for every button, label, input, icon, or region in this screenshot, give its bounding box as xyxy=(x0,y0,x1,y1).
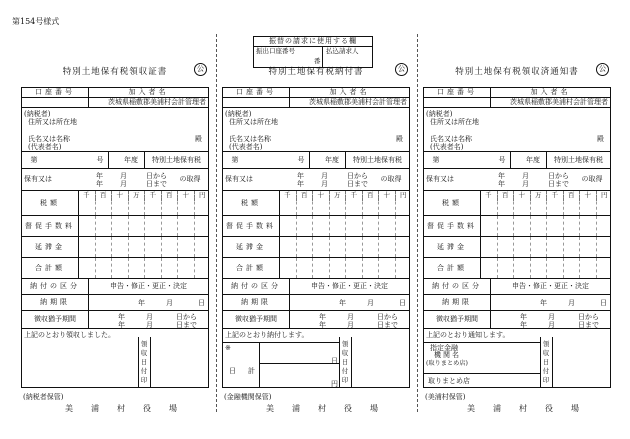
account-header-row xyxy=(223,88,409,98)
receipt-block xyxy=(22,329,208,387)
tax-amount-label: 税額 xyxy=(40,198,60,207)
number-row xyxy=(223,152,409,169)
grace-until: 日まで xyxy=(377,321,398,329)
digit-unit-1: 百 xyxy=(296,191,313,201)
taxpayer-row xyxy=(424,108,610,152)
digit-unit-2: 十 xyxy=(513,191,530,201)
stamp-char-3: 付 xyxy=(542,367,550,375)
pay-type-row xyxy=(22,279,208,295)
due-label: 納期限 xyxy=(442,298,472,307)
holding-year-2: 年 xyxy=(498,180,505,188)
sheet-title: 特別土地保有税領収証書 xyxy=(62,67,168,77)
holding-until: 日まで xyxy=(347,180,368,188)
fiscal-year-label: 年度 xyxy=(526,155,540,164)
grace-month-2: 月 xyxy=(347,321,354,329)
stamp-char-0: 領 xyxy=(140,340,148,348)
grace-row xyxy=(424,311,610,329)
detail-nichi: 日 xyxy=(331,357,338,365)
name-label: 氏名又は名称 xyxy=(229,135,271,143)
bank-branch-label: 取りまとめ店 xyxy=(428,377,470,385)
digit-unit-3: 万 xyxy=(530,191,547,201)
transfer-number-mark: 番 xyxy=(314,57,321,65)
reminder-fee-label-row xyxy=(223,216,409,237)
tax-name: 特別土地保有税 xyxy=(144,152,208,168)
rep-label: (代表者名) xyxy=(28,143,62,151)
tax-amount-label-row xyxy=(22,191,208,216)
total-label-row xyxy=(223,258,409,279)
sheet-title: 特別土地保有税納付書 xyxy=(268,67,364,77)
official-mark-icon: 公 xyxy=(596,63,609,76)
digit-unit-7: 円 xyxy=(395,191,412,201)
acquisition-label: の取得 xyxy=(581,175,603,184)
digit-unit-4: 千 xyxy=(345,191,362,201)
holding-from: 日から xyxy=(347,172,368,180)
digit-unit-4: 千 xyxy=(546,191,563,201)
stamp-char-3: 付 xyxy=(140,367,148,375)
perforation-line-1 xyxy=(216,34,217,412)
pay-type-label: 納付の区分 xyxy=(432,282,482,291)
detail-en: 円 xyxy=(331,380,338,388)
official-mark-icon: 公 xyxy=(395,63,408,76)
due-month: 月 xyxy=(367,299,374,307)
delinquency-label: 延滞金 xyxy=(35,242,65,251)
grace-year-1: 年 xyxy=(118,313,125,321)
transfer-claimant-label: 払込請求人 xyxy=(326,47,359,55)
grace-month-1: 月 xyxy=(146,313,153,321)
grace-month-1: 月 xyxy=(347,313,354,321)
stamp-char-4: 印 xyxy=(542,376,550,384)
reminder-fee-label-row xyxy=(22,216,208,237)
taxpayer-label: (納税者) xyxy=(426,110,453,118)
digit-unit-2: 十 xyxy=(312,191,329,201)
holding-label: 保有又は xyxy=(225,175,253,184)
delinquency-label-row xyxy=(424,237,610,258)
holding-row xyxy=(223,169,409,191)
stamp-label xyxy=(341,341,349,387)
subscriber-label: 加入者名 xyxy=(490,88,610,97)
holding-row xyxy=(424,169,610,191)
tax-name: 特別土地保有税 xyxy=(345,152,409,168)
taxpayer-label: (納税者) xyxy=(225,110,252,118)
official-mark-icon: 公 xyxy=(194,63,207,76)
grace-year-2: 年 xyxy=(520,321,527,329)
tax-amount-label: 税額 xyxy=(442,198,462,207)
keeper-label-payment: (金融機関保管) xyxy=(224,393,272,401)
receipt-text: 上記のとおり通知します。 xyxy=(426,331,510,339)
due-year: 年 xyxy=(138,299,145,307)
digit-unit-2: 十 xyxy=(111,191,128,201)
sheet-grid xyxy=(423,87,611,388)
num-label: 第 xyxy=(432,155,440,164)
grace-month-2: 月 xyxy=(548,321,555,329)
taxpayer-label: (納税者) xyxy=(24,110,51,118)
receipt-block xyxy=(223,329,409,387)
holding-label: 保有又は xyxy=(24,175,52,184)
due-row xyxy=(223,295,409,311)
address-label: 住所又は所在地 xyxy=(430,118,479,126)
grace-until: 日まで xyxy=(578,321,599,329)
due-month: 月 xyxy=(166,299,173,307)
sheet-title: 特別土地保有税領収済通知書 xyxy=(455,67,579,77)
stamp-label xyxy=(140,341,148,387)
subscriber-value: 茨城県稲敷郡美浦村会計管理者 xyxy=(108,98,206,107)
pay-type-row xyxy=(223,279,409,295)
subscriber-label: 加入者名 xyxy=(88,88,208,97)
stamp-char-1: 収 xyxy=(341,349,349,357)
grace-month-1: 月 xyxy=(548,313,555,321)
holding-from: 日から xyxy=(548,172,569,180)
holding-year-2: 年 xyxy=(297,180,304,188)
account-no-label: 口座番号 xyxy=(236,88,276,97)
sheet-grid xyxy=(222,87,410,388)
go-label: 号 xyxy=(96,155,104,164)
office-label-notice: 美浦村役場 xyxy=(467,404,597,413)
digit-unit-3: 万 xyxy=(128,191,145,201)
perforation-line-2 xyxy=(417,34,418,412)
address-label: 住所又は所在地 xyxy=(28,118,77,126)
form-number: 第154号様式 xyxy=(12,17,60,26)
holding-month-2: 月 xyxy=(522,180,529,188)
name-label: 氏名又は名称 xyxy=(430,135,472,143)
pay-type-label: 納付の区分 xyxy=(30,282,80,291)
detail-label: 日計 xyxy=(229,367,267,375)
rep-label: (代表者名) xyxy=(430,143,464,151)
digit-unit-6: 十 xyxy=(177,191,194,201)
subscriber-value: 茨城県稲敷郡美浦村会計管理者 xyxy=(510,98,608,107)
holding-month-1: 月 xyxy=(522,172,529,180)
account-value-row xyxy=(424,98,610,108)
total-label-row xyxy=(424,258,610,279)
stamp-char-1: 収 xyxy=(542,349,550,357)
receipt-block xyxy=(424,329,610,387)
total-label: 合計額 xyxy=(236,263,266,272)
pay-type-value: 申告・修正・更正・決定 xyxy=(490,279,610,294)
digit-unit-0: 千 xyxy=(485,191,492,200)
grace-month-2: 月 xyxy=(146,321,153,329)
digit-unit-0: 千 xyxy=(284,191,291,200)
tax-amount-label-row xyxy=(223,191,409,216)
grace-until: 日まで xyxy=(176,321,197,329)
number-row xyxy=(22,152,208,169)
reminder-fee-label: 督促手数料 xyxy=(25,221,75,230)
delinquency-label: 延滞金 xyxy=(437,242,467,251)
acquisition-label: の取得 xyxy=(179,175,201,184)
delinquency-label-row xyxy=(223,237,409,258)
account-no-label: 口座番号 xyxy=(35,88,75,97)
digit-unit-1: 百 xyxy=(497,191,514,201)
pay-type-value: 申告・修正・更正・決定 xyxy=(88,279,208,294)
holding-month-2: 月 xyxy=(321,180,328,188)
holding-year-2: 年 xyxy=(96,180,103,188)
holding-until: 日まで xyxy=(146,180,167,188)
account-value-row xyxy=(22,98,208,108)
due-day: 日 xyxy=(600,299,607,307)
grace-year-1: 年 xyxy=(520,313,527,321)
total-label: 合計額 xyxy=(437,263,467,272)
acquisition-label: の取得 xyxy=(380,175,402,184)
digit-unit-7: 円 xyxy=(596,191,613,201)
holding-month-1: 月 xyxy=(321,172,328,180)
dono-mark: 殿 xyxy=(195,135,202,143)
stamp-char-0: 領 xyxy=(542,340,550,348)
fiscal-year-label: 年度 xyxy=(325,155,339,164)
due-day: 日 xyxy=(399,299,406,307)
digit-unit-4: 千 xyxy=(144,191,161,201)
stamp-char-3: 付 xyxy=(341,367,349,375)
holding-year-1: 年 xyxy=(96,172,103,180)
stamp-char-0: 領 xyxy=(341,340,349,348)
digit-unit-0: 千 xyxy=(83,191,90,200)
transfer-account-label: 振出口座番号 xyxy=(256,47,295,55)
holding-month-2: 月 xyxy=(120,180,127,188)
bank-label-2: 機関名 xyxy=(434,351,461,359)
subscriber-value: 茨城県稲敷郡美浦村会計管理者 xyxy=(309,98,407,107)
holding-row xyxy=(22,169,208,191)
tax-amount-label-row xyxy=(424,191,610,216)
pay-type-value: 申告・修正・更正・決定 xyxy=(289,279,409,294)
account-value-row xyxy=(223,98,409,108)
grace-row xyxy=(223,311,409,329)
tax-name: 特別土地保有税 xyxy=(546,152,610,168)
receipt-text: 上記のとおり領収しました。 xyxy=(24,331,115,339)
stamp-char-2: 日 xyxy=(542,358,550,366)
taxpayer-row xyxy=(223,108,409,152)
digit-unit-6: 十 xyxy=(378,191,395,201)
due-month: 月 xyxy=(568,299,575,307)
due-row xyxy=(424,295,610,311)
total-label-row xyxy=(22,258,208,279)
stamp-label xyxy=(542,341,550,387)
num-label: 第 xyxy=(30,155,38,164)
digit-unit-1: 百 xyxy=(95,191,112,201)
reminder-fee-label: 督促手数料 xyxy=(427,221,477,230)
taxpayer-row xyxy=(22,108,208,152)
account-no-label: 口座番号 xyxy=(437,88,477,97)
dono-mark: 殿 xyxy=(396,135,403,143)
subscriber-label: 加入者名 xyxy=(289,88,409,97)
fiscal-year-label: 年度 xyxy=(124,155,138,164)
due-year: 年 xyxy=(540,299,547,307)
sheet-grid xyxy=(21,87,209,388)
holding-year-1: 年 xyxy=(297,172,304,180)
grace-row xyxy=(22,311,208,329)
account-header-row xyxy=(22,88,208,98)
grace-year-2: 年 xyxy=(118,321,125,329)
delinquency-label: 延滞金 xyxy=(236,242,266,251)
receipt-text: 上記のとおり納付します。 xyxy=(225,331,309,339)
digit-unit-5: 百 xyxy=(362,191,379,201)
go-label: 号 xyxy=(297,155,305,164)
due-row xyxy=(22,295,208,311)
due-day: 日 xyxy=(198,299,205,307)
transfer-box-title: 振替の請求に使用する欄 xyxy=(254,37,372,47)
grace-from: 日から xyxy=(578,313,599,321)
due-label: 納期限 xyxy=(241,298,271,307)
go-label: 号 xyxy=(498,155,506,164)
keeper-label-notice: (美浦村保管) xyxy=(425,393,466,401)
grace-from: 日から xyxy=(176,313,197,321)
grace-label: 徴収猶予期間 xyxy=(436,315,478,324)
digit-unit-5: 百 xyxy=(161,191,178,201)
grace-year-1: 年 xyxy=(319,313,326,321)
name-label: 氏名又は名称 xyxy=(28,135,70,143)
stamp-char-2: 日 xyxy=(140,358,148,366)
bank-label-1: 指定金融 xyxy=(430,344,458,352)
stamp-char-4: 印 xyxy=(140,376,148,384)
dono-mark: 殿 xyxy=(597,135,604,143)
digit-unit-6: 十 xyxy=(579,191,596,201)
num-label: 第 xyxy=(231,155,239,164)
account-header-row xyxy=(424,88,610,98)
digit-unit-3: 万 xyxy=(329,191,346,201)
reminder-fee-label: 督促手数料 xyxy=(226,221,276,230)
keeper-label-receipt: (納税者保管) xyxy=(23,393,64,401)
digit-unit-5: 百 xyxy=(563,191,580,201)
grace-from: 日から xyxy=(377,313,398,321)
stamp-char-4: 印 xyxy=(341,376,349,384)
reminder-fee-label-row xyxy=(424,216,610,237)
stamp-char-2: 日 xyxy=(341,358,349,366)
due-label: 納期限 xyxy=(40,298,70,307)
transfer-request-box xyxy=(253,36,373,68)
number-row xyxy=(424,152,610,169)
office-label-receipt: 美浦村役場 xyxy=(65,404,195,413)
total-label: 合計額 xyxy=(35,263,65,272)
holding-month-1: 月 xyxy=(120,172,127,180)
tax-amount-label: 税額 xyxy=(241,198,261,207)
holding-year-1: 年 xyxy=(498,172,505,180)
grace-label: 徴収猶予期間 xyxy=(235,315,277,324)
pay-type-row xyxy=(424,279,610,295)
digit-unit-7: 円 xyxy=(194,191,211,201)
detail-mark: ※ xyxy=(225,344,231,352)
pay-type-label: 納付の区分 xyxy=(231,282,281,291)
bank-label-3: (取りまとめ店) xyxy=(426,360,468,367)
stamp-char-1: 収 xyxy=(140,349,148,357)
address-label: 住所又は所在地 xyxy=(229,118,278,126)
rep-label: (代表者名) xyxy=(229,143,263,151)
grace-year-2: 年 xyxy=(319,321,326,329)
holding-label: 保有又は xyxy=(426,175,454,184)
holding-from: 日から xyxy=(146,172,167,180)
holding-until: 日まで xyxy=(548,180,569,188)
delinquency-label-row xyxy=(22,237,208,258)
due-year: 年 xyxy=(339,299,346,307)
office-label-payment: 美浦村役場 xyxy=(266,404,396,413)
grace-label: 徴収猶予期間 xyxy=(34,315,76,324)
